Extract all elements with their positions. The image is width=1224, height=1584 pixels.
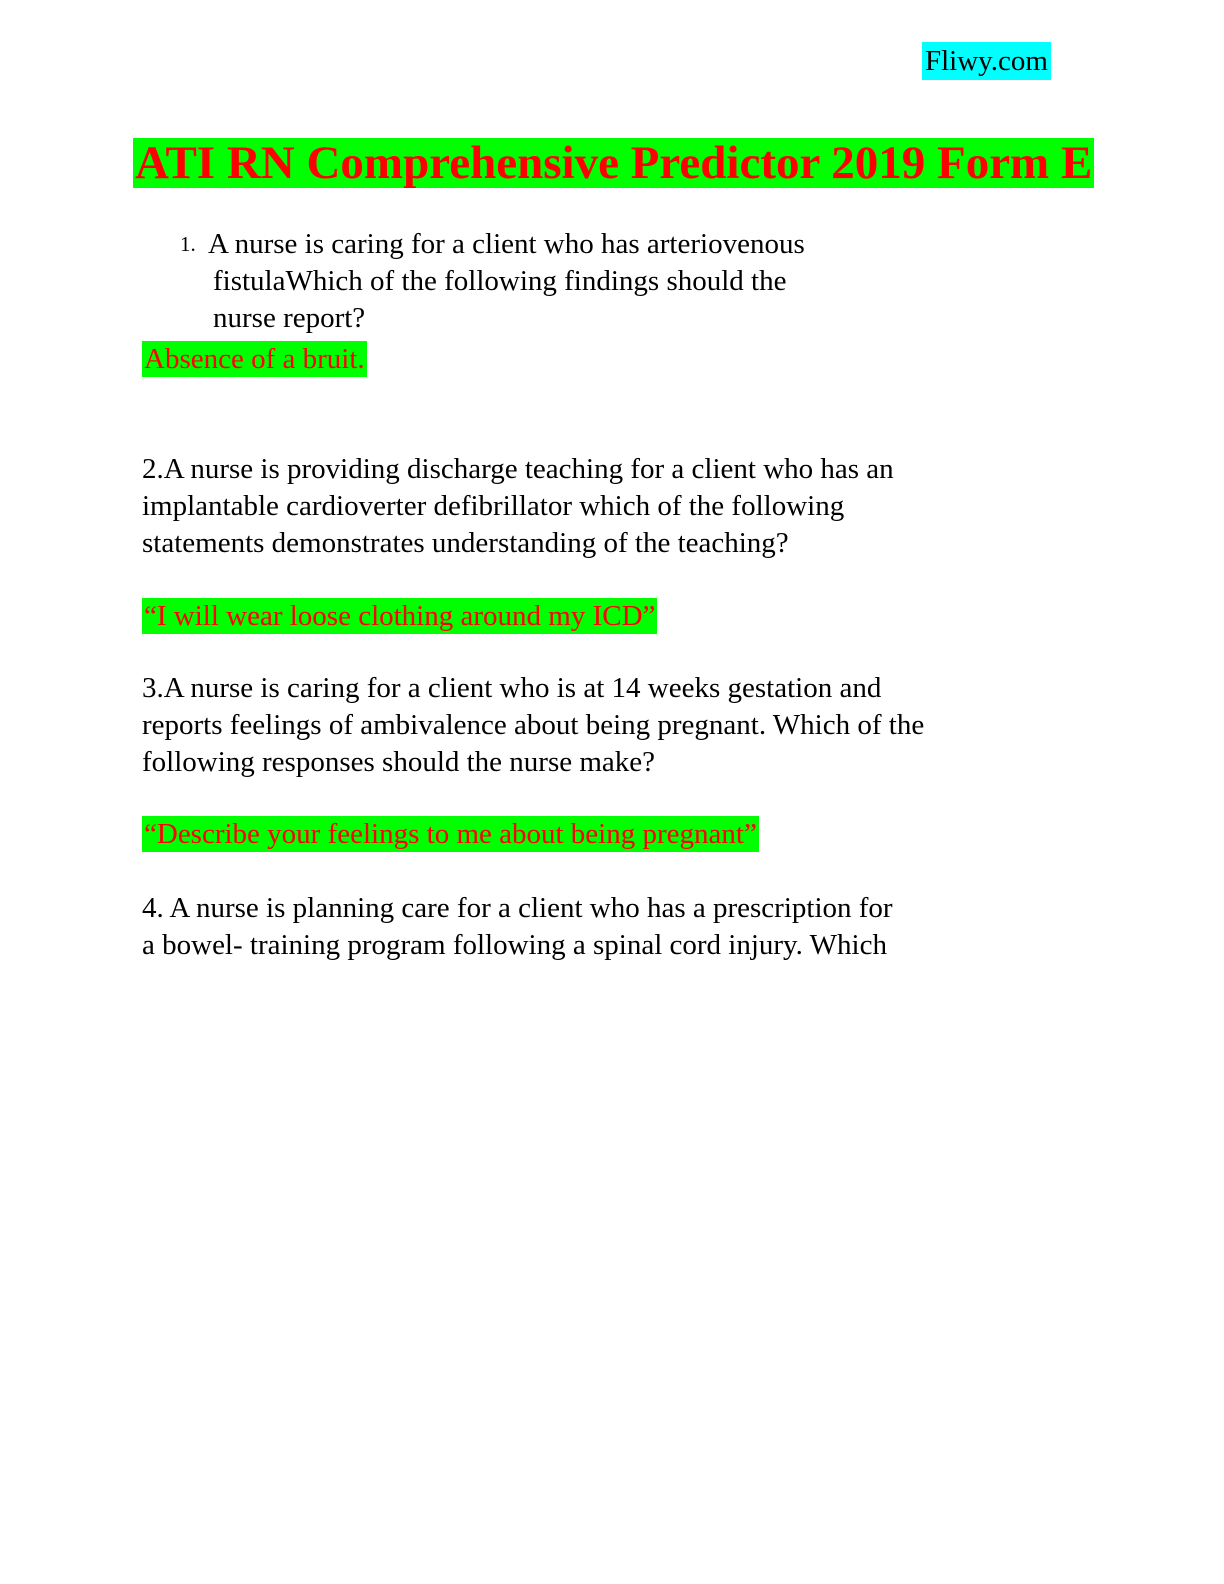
site-watermark-label: Fliwy.com bbox=[922, 42, 1051, 80]
question-3-line-3: following responses should the nurse make? bbox=[142, 746, 656, 778]
question-1-line-2: fistulaWhich of the following findings should the bbox=[213, 265, 787, 297]
question-2-text bbox=[142, 451, 894, 562]
question-3-answer: “Describe your feelings to me about being pregnant” bbox=[144, 818, 757, 850]
question-4-line-1: 4. A nurse is planning care for a client who has a prescription for bbox=[142, 892, 893, 924]
question-1-line-1: A nurse is caring for a client who has arteriovenous bbox=[208, 228, 805, 260]
question-1-number: 1. bbox=[180, 232, 196, 256]
question-2-line-3: statements demonstrates understanding of the teaching? bbox=[142, 527, 789, 559]
question-2-line-2: implantable cardioverter defibrillator which of the following bbox=[142, 490, 845, 522]
question-3-text bbox=[142, 670, 924, 781]
question-1-answer: Absence of a bruit. bbox=[144, 343, 365, 375]
question-4-line-2: a bowel- training program following a spinal cord injury. Which bbox=[142, 929, 887, 961]
document-title: ATI RN Comprehensive Predictor 2019 Form E bbox=[135, 137, 1093, 189]
question-1-text bbox=[208, 226, 805, 337]
question-3-line-1: 3.A nurse is caring for a client who is at 14 weeks gestation and bbox=[142, 672, 882, 704]
question-2-answer: “I will wear loose clothing around my ICD” bbox=[144, 600, 656, 632]
question-3-line-2: reports feelings of ambivalence about being pregnant. Which of the bbox=[142, 709, 925, 741]
question-4-text bbox=[142, 890, 893, 964]
question-2-line-1: 2.A nurse is providing discharge teaching for a client who has an bbox=[142, 453, 894, 485]
question-1-line-3: nurse report? bbox=[213, 302, 366, 334]
